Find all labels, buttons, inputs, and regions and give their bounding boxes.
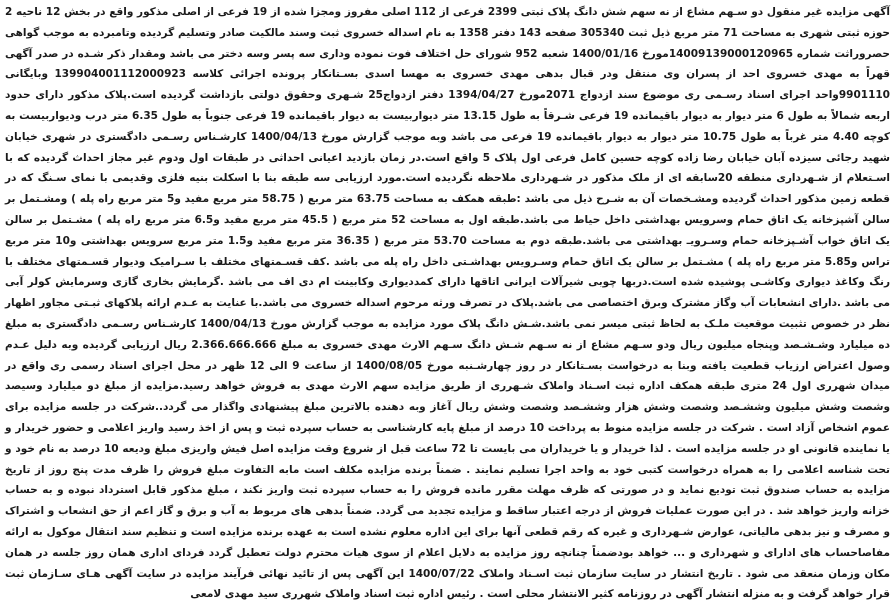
auction-notice-text: آگهی مزایده غیر منقول دو سـهم مشاع از نه سهم شش دانگ پلاک ثبتی 2399 فرعی از 112 اصلی مفروز ومجزا شده از 19 فرعی از اصلی مذکور واقع در بخش 12 ناحیه 2 حوزه ثبتی شهری به مساحت 71 متر مربع ذیل ثبت 305340 صفحه 143 دفتر 1358 به نام اسداله خسروی ثبت وسند مالکیت صادر وتسلیم گردیده وتامبرده به موجب گواهی حصروراثت شماره 14009139000120965مورخ 1400/01/16 شعبه 952 شورای حل اختلاف فوت نموده وداری سه پسر وسه دختر می باشد ومقدار ذکر شـده در صدر آگهی قهراً به مهدی خسروی احد از پسران وی منتقل ودر قبال بدهی مهدی خسروی به مهسا اسدی بسـتانکار پرونده اجرائی کلاسه 139904001112000923 وبایگانی 9901110واحد اجرای اسناد رسـمی ری موضوع سند ازدواج 2071مورخ 1394/04/27 دفتر ازدواج25 شـهری وحقوق دولتی بازداشت گردیده است.پلاک مذکور دارای حدود اربعه شمالاً به طول 6 متر دیوار به دیوار باقیمانده 19 فرعی شـرقاً به طول 13.15 متر دیواربیست به دیوار باقیمانده 19 فرعی جنوباً به طول 6.35 متر درب وديواربيست به كوچه 4.40 متر غرباً به طول 10.75 متر دیوار به دیوار باقیمانده 19 فرعی می باشد وبه موجب گزارش مورخ 1400/04/13 کارشـناس رسـمی دادگستری در شهری خیابان شهید رجائی سیزده آبان خیابان رضا زاده کوچه حسین کامل فرعی اول پلاک 5 واقع است.در زمان بازدید اعیانی احداثی در طبقات اول ودوم غیر مجاز احداث گردیده که با اسـتعلام از شـهرداری منطقه 20سابقه ای از ملک مذکور در شـهرداری ملاحظه نگردیده است.مورد ارزیابی سه طبقه بنا با اسکلت بنیه فلزی وقدیمی با نمای سـنگ که در قطعه زمین مذکور احداث گردیده ومشـخصات آن به شـرح ذیل می باشد :طبقه همکف به مساحت 63.75 متر مربع ( 58.75 متر مربع مفید و5 متر مربع راه پله ) ومشـتمل بر سالن آشپزخانه یک اتاق حمام وسرویس بهداشتی داخل حیاط می باشد.طبقه اول به مساحت 52 متر مربع ( 45.5 متر مربع مفید و6.5 متر مربع راه پله ) مشـتمل بر سالن یک اتاق خواب آشـپزخانه حمام وسـرویـ بهداشتی می باشد.طبقه دوم به مساحت 53.70 متر مربع ( 36.35 متر مربع مفید و1.5 متر مربع سرویس بهداشتی و10 متر مربع تراس و5.85 متر مربع راه پله ) مشـتمل بر سالن یک اتاق حمام وسـرویس بهداشـتی داخل راه پله می باشد .کف قسـمتهای مختلف با سـرامیک ودیوار قسـمتهای مختلف با رنگ وکاغذ دیواری وکاشـی پوشیده شده است.دربها چوبی شیرآلات ایرانی اتاقها دارای کمددیواری وکابینت ام دی اف می باشد .گرمایش بخاری گازی وسرمایش کولر آبی می باشد .دارای انشعابات آب وگاز مشترک وبرق اختصاصی می باشد.پلاک در تصرف ورثه مرحوم اسداله خسروی می باشد.با عنایت به عـدم ارائه پلاکهای ثبـتی مجاور اظهار نظر در خصوص تثبیت موقعیت ملـک به لحاظ ثبتی میسر نمی باشد.شـش دانگ پلاک مورد مزایده به موجب گزارش مورخ 1400/04/13 کارشـناس رسـمی دادگستری به مبلغ ده میلیارد وشـشـصد وپنجاه میلیون ریال ودو سـهم مشاع از نه سـهم شـش دانگ سـهم الارث مهدی خسروی به مبلغ 2.366.666.666 ریال ارزیابی گردیده وبه دلیل عـدم وصول اعتراض ارزیاب قطعیت یافته وبنا به درخواست بسـتانکار در روز چهارشـنبه مورخ 1400/08/05 از ساعت 9 الی 12 ظهر در محل اجرای اسناد رسمی ری واقع در میدان شهرری اول 24 متری طبقه همکف اداره ثبت اسـناد واملاک شـهرری از طریق مزایده سهم الارث مهدی به فروش خواهد رسید.مزایده از مبلغ دو میلیارد وسیصد وشصت وشش میلیون وششـصد وشصت وشش هزار وششـصد وشصت وشش ریال آغاز وبه دهنده بالاترین مبلغ پیشنهادی واگذار می گردد..شرکت در جلسه مزایده برای عموم اشخاص آزاد است . شرکت در جلسه مزایده منوط به پرداخت 10 درصد از مبلغ پایه کارشناسی به حساب سپرده ثبت و پس از اخذ رسید واریز اعلامی و حضور خریدار و یا نماینده قانونی او در جلسه مزایده است . لذا خریدار و یا خریداران می بایست تا 72 ساعت قبل از شروع وقت مزایده اصل فیش واریزی مبلغ ودیعه 10 درصد به نام خود و تحت شناسه اعلامی را به همراه درخواست کتبی خود به واحد اجرا تسلیم نمایند . ضمناً برنده مزایده مکلف است مابه التفاوت مبلغ فروش را ظرف مدت پنج روز از تاریخ مزایده به حساب صندوق ثبت تودیع نماید و در صورتی که ظرف مهلت مقرر مانده فروش را به حساب سپرده ثبت واریز نکند ، مبلغ مذکور قابل استرداد نبوده و به حساب خزانه واریز خواهد شد . در این صورت عملیات فروش از درجه اعتبار ساقط و مزایده تجدید می گردد. ضمناً بدهی های مربوط به آب و برق و گاز اعم از حق انشعاب و اشتراک و مصرف و نیز بدهی مالیاتی، عوارض شـهرداری و غیره که رقم قطعی آنها برای این اداره معلوم نشده است به عهده برنده مزایده است و تنظیم سند انتقال موکول به ارائه مفاصاحساب های ادارای و شهرداری و ... خواهد بودضمناً چنانچه روز مزایده به دلایل اعلام از سوی هیات محترم دولت تعطیل گردد فردای اداری همان روز جلسه در همان مکان وزمان منعقد می شود . تاریخ انتشار در سایت سازمان ثبت اسـناد واملاک 1400/07/22 این آگهی پس از تائید نهائی فرآیند مزایده در سایت آگهی هـای سـازمان ثبت قرار خواهد گرفت و به منزله انتشار آگهی در روزنامه کثیر الانتشار محلی است . رئیس اداره ثبت اسناد واملاک شهرری سید مهدی لامعی [5,6,891,601]
